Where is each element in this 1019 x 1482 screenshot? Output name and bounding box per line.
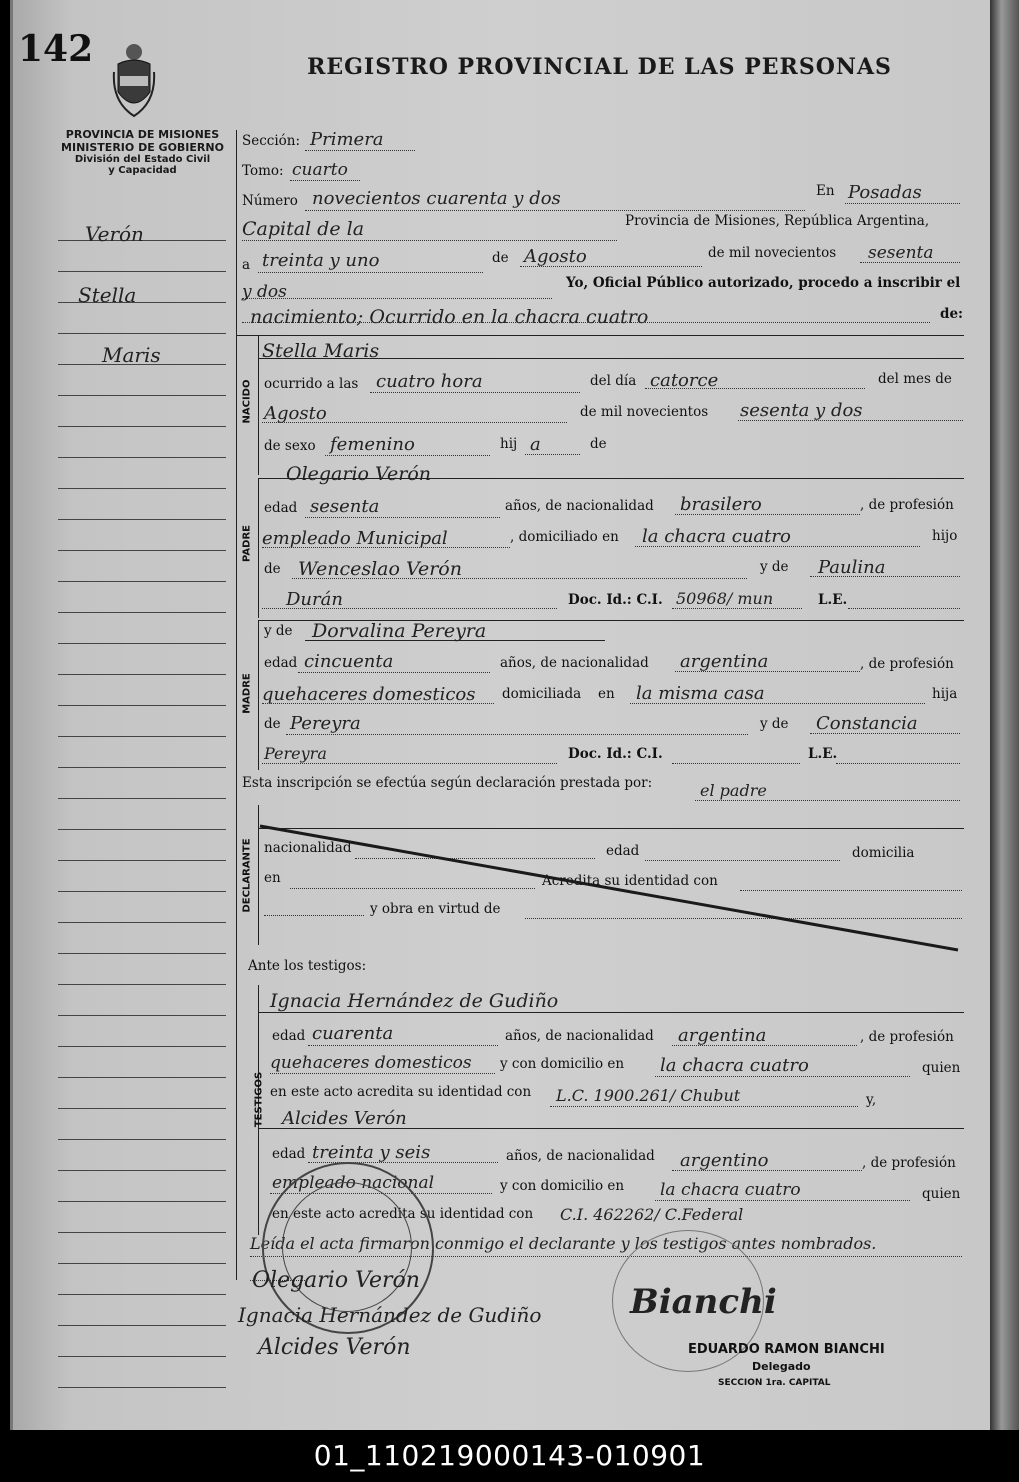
nacido-mes: Agosto — [264, 403, 327, 424]
padre-padre-line — [292, 578, 747, 579]
hij-label: hij — [500, 436, 518, 452]
madre-hija-label: hija — [932, 686, 958, 702]
padre-madre2-line — [262, 608, 557, 609]
madre-madre-de2: Pereyra — [264, 744, 327, 763]
hij-de-label: de — [590, 436, 607, 452]
ciudad-line — [845, 203, 960, 204]
capital-line — [242, 240, 617, 241]
madre-edad-label: edad — [264, 655, 298, 671]
sidebar-rule — [58, 798, 226, 799]
madre-doc-line — [672, 763, 800, 764]
hij-suffix: a — [530, 434, 541, 455]
de-end-label: de: — [940, 306, 964, 322]
madre-yde-label: y de — [264, 623, 293, 639]
sidebar-rule — [58, 488, 226, 489]
sidebar-rule — [58, 1387, 226, 1388]
nacido-top-line — [236, 335, 964, 336]
sidebar-rule — [58, 674, 226, 675]
nacido-mes-line — [262, 422, 567, 423]
sidebar-rule — [58, 705, 226, 706]
padre-hijo-label: hijo — [932, 528, 958, 544]
padre-dom-label: , domiciliado en — [510, 529, 619, 545]
t2-quien-label: quien — [922, 1186, 961, 1202]
declarante-acredita-label: Acredita su identidad con — [542, 873, 718, 889]
sidebar-rule — [58, 395, 226, 396]
madre-edad: cincuenta — [304, 651, 394, 672]
t1-doc: L.C. 1900.261/ Chubut — [556, 1086, 741, 1105]
seccion-value: Primera — [310, 129, 384, 150]
padre-de-label: de — [264, 561, 281, 577]
oficial-label: Yo, Oficial Público autorizado, procedo a inscribir el — [566, 275, 961, 291]
t1-profesion: quehaceres domesticos — [270, 1053, 472, 1073]
nacido-anio-line — [738, 420, 963, 421]
t1-domicilio: la chacra cuatro — [660, 1055, 809, 1076]
t1-prof-label: , de profesión — [860, 1029, 954, 1045]
madre-section-label: MADRE — [241, 673, 253, 714]
t1-dom-label: y con domicilio en — [500, 1056, 625, 1072]
inscribir-value: nacimiento; Ocurrido en la chacra cuatro — [250, 306, 649, 328]
padre-prof-line — [262, 547, 510, 548]
nacido-anio: sesenta y dos — [740, 400, 863, 421]
sidebar-rule — [58, 1077, 226, 1078]
sidebar-rule — [58, 1170, 226, 1171]
sidebar-rule — [58, 1139, 226, 1140]
madre-nombre-line — [305, 640, 605, 641]
a-label: a — [242, 257, 251, 273]
t2-prof-label: , de profesión — [862, 1155, 956, 1171]
hij-line — [525, 454, 580, 455]
dia-value: treinta y uno — [262, 250, 380, 271]
madre-border — [258, 620, 259, 770]
sidebar-rule — [58, 984, 226, 985]
padre-madre-line — [810, 576, 960, 577]
declaracion-label: Esta inscripción se efectúa según declaración prestada por: — [242, 775, 653, 791]
madre-le-line — [836, 763, 960, 764]
oficial-seccion: SECCION 1ra. CAPITAL — [718, 1378, 831, 1388]
sidebar-rule — [58, 643, 226, 644]
t1-nombre: Ignacia Hernández de Gudiño — [270, 990, 559, 1012]
t1-nacionalidad: argentina — [678, 1025, 767, 1046]
de-label: de — [492, 250, 509, 266]
numero-value: novecientos cuarenta y dos — [312, 188, 561, 209]
padre-edad-line — [305, 517, 500, 518]
madre-nac-line — [675, 671, 860, 672]
image-id-footer: 01_110219000143-010901 — [0, 1430, 1019, 1482]
padre-nac-line — [675, 514, 860, 515]
padre-padre-de: Wenceslao Verón — [298, 558, 462, 580]
sidebar-rule — [58, 333, 226, 334]
sidebar-rule — [58, 612, 226, 613]
t1-dom-line — [655, 1076, 910, 1077]
t2-nombre-line — [258, 1128, 964, 1129]
padre-madre-de2: Durán — [286, 589, 343, 610]
declarante-strike — [258, 820, 963, 955]
padre-edad-label: edad — [264, 500, 298, 516]
declarante-dom-label: domicilia — [852, 845, 915, 861]
sidebar-rule — [58, 1201, 226, 1202]
sidebar-rule — [58, 1015, 226, 1016]
nacido-hora: cuatro hora — [376, 371, 483, 392]
padre-dom-line — [635, 546, 920, 547]
t1-quien-label: quien — [922, 1060, 961, 1076]
nacido-border — [258, 335, 259, 475]
testigos-section-label: TESTIGOS — [253, 1071, 265, 1128]
testigos-cierre: Leída el acta firmaron conmigo el declarante y los testigos antes nombrados. — [250, 1234, 877, 1253]
mil-label: de mil novecientos — [708, 245, 837, 261]
t1-doc-line — [550, 1106, 858, 1107]
declaracion-value: el padre — [700, 781, 767, 800]
sexo-line — [325, 455, 490, 456]
nacido-dia: catorce — [650, 370, 719, 391]
madre-nombre: Dorvalina Pereyra — [312, 620, 487, 642]
madre-prof-label: , de profesión — [860, 656, 954, 672]
page-title: REGISTRO PROVINCIAL DE LAS PERSONAS — [307, 54, 892, 80]
padre-madre-de1: Paulina — [818, 557, 886, 578]
anio1-line — [860, 262, 960, 263]
declarante-edad-label: edad — [606, 843, 640, 859]
sidebar-rule — [58, 767, 226, 768]
t1-prof-line — [270, 1073, 495, 1074]
anio2-value: y dos — [242, 282, 287, 302]
header-capacity: y Capacidad — [108, 165, 177, 176]
tomo-line — [290, 180, 360, 181]
sidebar-rule — [58, 922, 226, 923]
seccion-line — [305, 150, 415, 151]
t1-nombre-line — [258, 1012, 964, 1013]
madre-domicilio: la misma casa — [636, 683, 765, 704]
t2-acredita-label: en este acto acredita su identidad con — [272, 1206, 534, 1222]
sidebar-rule — [58, 736, 226, 737]
tomo-value: cuarto — [292, 160, 348, 180]
declaracion-line — [695, 800, 960, 801]
padre-doc-label: Doc. Id.: C.I. — [568, 592, 663, 608]
sidebar-name2: Maris — [102, 343, 161, 367]
t2-nac-line — [672, 1170, 862, 1171]
sidebar-surname: Verón — [85, 222, 144, 246]
t2-profesion: empleado nacional — [272, 1173, 435, 1193]
madre-padre-line — [286, 734, 748, 735]
numero-label: Número — [242, 193, 298, 209]
t2-edad: treinta y seis — [312, 1142, 431, 1163]
padre-nombre: Olegario Verón — [286, 463, 432, 485]
padre-profesion: empleado Municipal — [262, 528, 448, 549]
t2-nacionalidad: argentino — [680, 1150, 769, 1171]
provincia-label: Provincia de Misiones, República Argentina, — [625, 213, 930, 229]
madre-en-label: en — [598, 686, 615, 702]
sidebar-rule — [58, 1294, 226, 1295]
ciudad-value: Posadas — [848, 182, 922, 203]
signature-testigo1: Ignacia Hernández de Gudiño — [238, 1303, 542, 1327]
padre-le-line — [848, 608, 960, 609]
t1-edad-line — [308, 1045, 498, 1046]
madre-le-label: L.E. — [808, 746, 838, 762]
signature-oficial: Bianchi — [630, 1282, 777, 1322]
t1-edad-label: edad — [272, 1028, 306, 1044]
declarante-obra-label: y obra en virtud de — [370, 901, 501, 917]
sidebar-rule — [58, 1263, 226, 1264]
t1-edad: cuarenta — [312, 1023, 394, 1044]
anio2-line — [242, 298, 552, 299]
t2-doc: C.I. 462262/ C.Federal — [560, 1205, 744, 1224]
declarante-nac-label: nacionalidad — [264, 840, 352, 856]
padre-edad: sesenta — [310, 496, 380, 517]
sidebar-rule — [58, 426, 226, 427]
inscribir-line — [242, 322, 930, 323]
t1-y-label: y, — [866, 1092, 877, 1108]
madre-nacionalidad: argentina — [680, 651, 769, 672]
nacido-section-label: NACIDO — [241, 379, 253, 424]
nacido-dia-line — [645, 388, 865, 389]
sidebar-rule — [58, 519, 226, 520]
del-dia-label: del día — [590, 373, 637, 389]
signature-declarante: Olegario Verón — [252, 1268, 420, 1293]
declarante-en-label: en — [264, 870, 281, 886]
declarante-section-label: DECLARANTE — [241, 838, 253, 913]
oficial-cargo: Delegado — [752, 1360, 811, 1373]
anio1-value: sesenta — [868, 243, 934, 263]
madre-profesion: quehaceres domesticos — [262, 684, 476, 705]
seccion-label: Sección: — [242, 133, 301, 149]
mes-value: Agosto — [524, 246, 587, 267]
page-number: 142 — [18, 28, 94, 70]
madre-doc-label: Doc. Id.: C.I. — [568, 746, 663, 762]
madre-padre-de: Pereyra — [290, 713, 361, 734]
dia-line — [258, 272, 483, 273]
capital-value: Capital de la — [242, 218, 365, 240]
t1-nac-label: años, de nacionalidad — [505, 1028, 654, 1044]
nacido-sexo: femenino — [330, 434, 415, 455]
madre-dom-label: domiciliada — [502, 686, 582, 702]
sidebar-rule — [58, 829, 226, 830]
padre-domicilio: la chacra cuatro — [642, 526, 791, 547]
sidebar-rule — [58, 457, 226, 458]
sidebar-rule — [58, 1232, 226, 1233]
nacido-mil-label: de mil novecientos — [580, 404, 709, 420]
sidebar-rule — [58, 550, 226, 551]
sidebar-rule — [58, 1046, 226, 1047]
padre-yde-label: y de — [760, 559, 789, 575]
madre-madre-de1: Constancia — [816, 713, 918, 734]
sidebar-name1: Stella — [78, 283, 137, 307]
padre-nac-label: años, de nacionalidad — [505, 498, 654, 514]
form-border — [236, 130, 237, 1280]
signature-testigo2: Alcides Verón — [258, 1335, 411, 1360]
padre-prof-label: , de profesión — [860, 497, 954, 513]
sidebar-rule — [58, 1356, 226, 1357]
nacido-nombre: Stella Maris — [262, 340, 380, 362]
hora-line — [370, 392, 580, 393]
tomo-label: Tomo: — [242, 163, 284, 179]
t2-nac-label: años, de nacionalidad — [506, 1148, 655, 1164]
padre-doc-line — [672, 608, 802, 609]
sidebar-rule — [58, 271, 226, 272]
padre-border — [258, 478, 259, 618]
madre-de-label: de — [264, 716, 281, 732]
office-header — [55, 128, 230, 176]
nacido-nombre-line — [258, 358, 964, 359]
sidebar-rule — [58, 860, 226, 861]
oficial-nombre: EDUARDO RAMON BIANCHI — [688, 1342, 885, 1357]
madre-edad-line — [298, 672, 490, 673]
ocurrido-label: ocurrido a las — [264, 376, 359, 392]
sidebar-rule — [58, 1108, 226, 1109]
madre-yde2-label: y de — [760, 716, 789, 732]
t2-nombre: Alcides Verón — [282, 1108, 407, 1129]
t1-acredita-label: en este acto acredita su identidad con — [270, 1084, 532, 1100]
madre-madre2-line — [262, 763, 557, 764]
madre-nac-label: años, de nacionalidad — [500, 655, 649, 671]
numero-line — [305, 210, 805, 211]
madre-dom-line — [630, 703, 925, 704]
sexo-label: de sexo — [264, 438, 316, 454]
del-mes-label: del mes de — [878, 371, 952, 387]
t2-dom-label: y con domicilio en — [500, 1178, 625, 1194]
padre-nacionalidad: brasilero — [680, 494, 762, 515]
t2-dom-line — [655, 1200, 910, 1201]
sidebar-rule — [58, 953, 226, 954]
page-edge — [990, 0, 1019, 1430]
padre-doc: 50968/ mun — [676, 589, 774, 608]
madre-prof-line — [262, 703, 494, 704]
padre-section-label: PADRE — [241, 525, 253, 562]
sidebar-rule — [58, 1325, 226, 1326]
header-ministry: MINISTERIO DE GOBIERNO — [61, 141, 224, 154]
padre-le-label: L.E. — [818, 592, 848, 608]
t2-domicilio: la chacra cuatro — [660, 1180, 801, 1200]
testigos-intro: Ante los testigos: — [248, 958, 367, 974]
madre-madre-line — [810, 733, 960, 734]
sidebar-rule — [58, 891, 226, 892]
header-division: División del Estado Civil — [74, 154, 211, 165]
t1-nac-line — [672, 1045, 857, 1046]
t2-edad-label: edad — [272, 1146, 306, 1162]
mes-line — [520, 266, 702, 267]
sidebar-rule — [58, 581, 226, 582]
en-label: En — [816, 183, 835, 199]
header-province: PROVINCIA DE MISIONES — [65, 128, 220, 141]
